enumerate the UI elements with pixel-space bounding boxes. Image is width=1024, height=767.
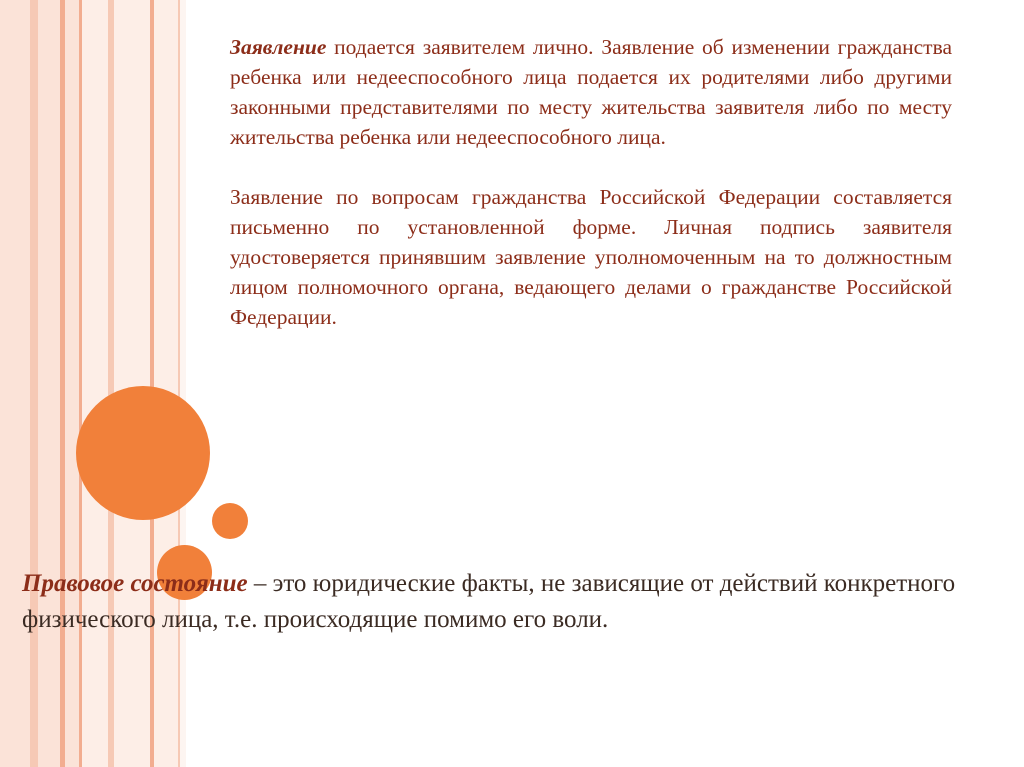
stripe (38, 0, 60, 767)
bottom-statement (22, 566, 997, 638)
paragraph-one (230, 32, 952, 152)
stripe (114, 0, 150, 767)
stripe (154, 0, 178, 767)
bottom-statement-text: – это юридические факты, не зависящие от действий конкретного физического лица, т.е. происходящие помимо его воли. (22, 570, 956, 633)
medium-circle (212, 503, 248, 539)
stripe (30, 0, 38, 767)
bottom-statement-lead: Правовое состояние (22, 570, 248, 597)
paragraph-two: Заявление по вопросам гражданства Российской Федерации составляется письменно по установленной форме. Личная подпись заявителя удостоверяется принявшим заявление уполномоченным на то должностным лицом полномочного органа, ведающего делами о гражданстве Российской Федерации. (230, 185, 952, 329)
stripe (180, 0, 186, 767)
stripe (82, 0, 108, 767)
decorative-stripes (0, 0, 186, 767)
stripe (65, 0, 79, 767)
stripe (0, 0, 30, 767)
large-circle (76, 386, 210, 520)
paragraph-one-text: подается заявителем лично. Заявление об изменении гражданства ребенка или недееспособного лица подается их родителями либо другими законными представителями по месту жительства заявителя либо по месту жительства ребенка или недееспособного лица. (230, 35, 952, 149)
bottom-statement-block (22, 566, 997, 638)
body-text-block (230, 32, 952, 332)
paragraph-one-lead: Заявление (230, 35, 327, 59)
